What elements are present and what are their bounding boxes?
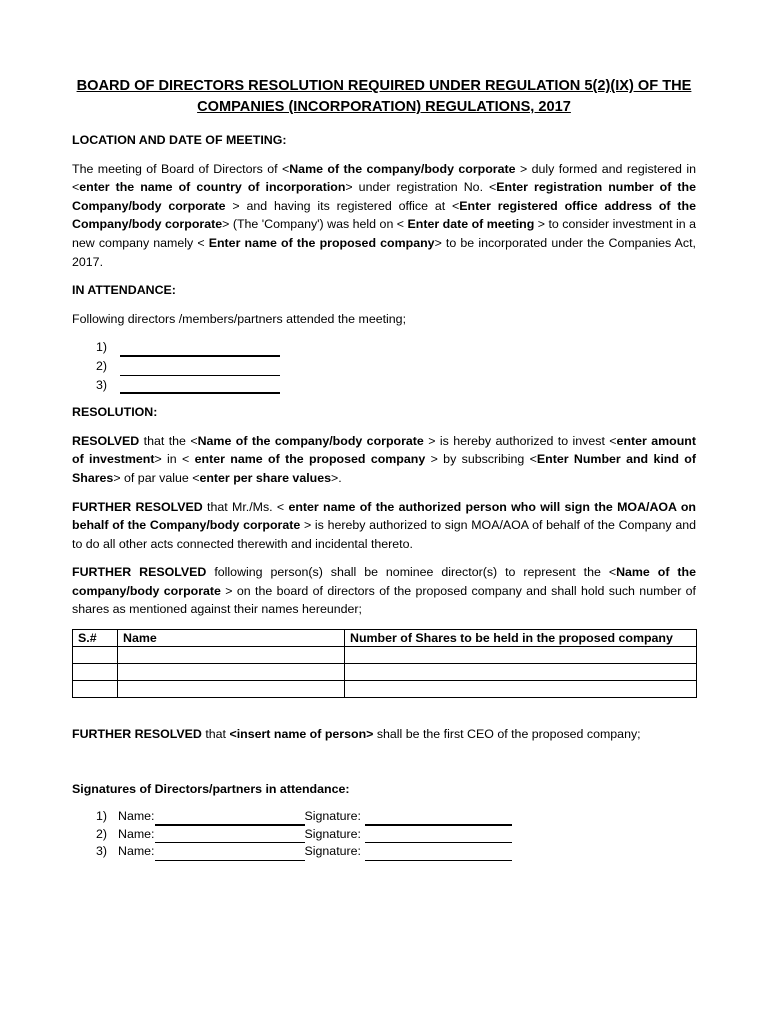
table-header-name: Name xyxy=(118,630,345,647)
resolved-paragraph xyxy=(72,432,696,488)
name-label: Name: xyxy=(118,844,155,859)
table-row xyxy=(73,647,697,664)
name-label: Name: xyxy=(118,809,155,824)
name-blank-line xyxy=(155,846,305,861)
resolved-text-2: > is hereby authorized to invest < xyxy=(423,433,617,448)
table-cell[interactable] xyxy=(118,681,345,698)
meeting-country-placeholder: enter the name of country of incorporation xyxy=(79,180,346,195)
signature-row xyxy=(72,808,696,826)
further-resolved-ceo xyxy=(72,725,696,744)
attendance-list xyxy=(72,338,696,394)
resolved-amount-placeholder: enter amount of investment xyxy=(72,433,696,467)
meeting-paragraph xyxy=(72,160,696,272)
attendee-blank-line xyxy=(120,341,280,357)
table-cell[interactable] xyxy=(345,664,697,681)
title-line-1: BOARD OF DIRECTORS RESOLUTION REQUIRED UNDER REGULATION 5(2)(IX) OF THE xyxy=(76,78,692,94)
resolved-text-4: > by subscribing < xyxy=(425,452,537,467)
name-blank-line xyxy=(155,828,305,843)
signature-blank-line xyxy=(365,846,512,861)
resolved-keyword: RESOLVED xyxy=(72,433,140,448)
table-cell[interactable] xyxy=(118,647,345,664)
table-row xyxy=(73,681,697,698)
table-header-serial: S.# xyxy=(73,630,118,647)
attendance-number: 1) xyxy=(96,340,108,355)
table-cell[interactable] xyxy=(73,681,118,698)
further-resolved-nominee-directors xyxy=(72,563,696,619)
meeting-text-3: > under registration No. < xyxy=(345,180,497,195)
signature-number: 1) xyxy=(96,809,108,824)
meeting-text-2: > duly formed and registered in < xyxy=(72,161,696,195)
table-cell[interactable] xyxy=(345,681,697,698)
table-cell[interactable] xyxy=(73,647,118,664)
further1-text-1: that Mr./Ms. < xyxy=(202,499,289,514)
nominee-directors-table xyxy=(72,629,697,698)
table-header-row xyxy=(73,630,697,647)
table-cell[interactable] xyxy=(345,647,697,664)
name-blank-line xyxy=(155,810,305,826)
further3-text-1: that xyxy=(201,727,230,742)
meeting-proposed-company-placeholder: Enter name of the proposed company xyxy=(208,235,435,250)
table-cell[interactable] xyxy=(73,664,118,681)
attendee-blank-line xyxy=(120,378,280,394)
signature-label: Signature: xyxy=(304,826,361,841)
signature-number: 3) xyxy=(96,844,108,859)
further2-text-1: following person(s) shall be nominee director(s) to represent the < xyxy=(206,565,617,580)
table-row xyxy=(73,664,697,681)
resolved-text-1: that the < xyxy=(139,433,198,448)
resolved-company-placeholder: Name of the company/body corporate xyxy=(197,433,424,448)
attendance-text: Following directors /members/partners attended the meeting; xyxy=(72,311,407,326)
signatures-heading: Signatures of Directors/partners in attendance: xyxy=(72,781,350,796)
attendee-blank-line xyxy=(120,361,280,376)
signature-row xyxy=(72,826,696,844)
signature-row xyxy=(72,843,696,861)
location-heading: LOCATION AND DATE OF MEETING: xyxy=(72,133,287,147)
resolved-proposed-company-placeholder: enter name of the proposed company xyxy=(194,452,426,467)
document-title xyxy=(72,76,696,118)
resolved-text-5: > of par value < xyxy=(113,470,200,485)
ceo-name-placeholder: <insert name of person> xyxy=(229,727,374,742)
further-resolved-keyword: FURTHER RESOLVED xyxy=(72,727,202,742)
meeting-text-5: > (The 'Company') was held on < xyxy=(222,217,408,232)
attendance-item xyxy=(72,357,696,376)
signature-blank-line xyxy=(365,828,512,843)
authorized-person-placeholder: enter name of the authorized person who will sign the MOA/AOA on behalf of the Company/body corporate xyxy=(72,499,696,533)
meeting-text-1: The meeting of Board of Directors of < xyxy=(72,161,290,176)
attendance-number: 2) xyxy=(96,358,108,373)
resolution-heading: RESOLUTION: xyxy=(72,405,158,420)
meeting-date-placeholder: Enter date of meeting xyxy=(407,217,535,232)
attendance-number: 3) xyxy=(96,377,108,392)
signature-blank-line xyxy=(365,810,512,826)
table-header-shares: Number of Shares to be held in the proposed company xyxy=(345,630,697,647)
further2-text-2: > on the board of directors of the proposed company and shall hold such number of shares as mentioned against their names hereunder; xyxy=(72,583,697,617)
document-body xyxy=(72,76,696,861)
name-label: Name: xyxy=(118,826,155,841)
signature-label: Signature: xyxy=(304,809,361,824)
signatures-list xyxy=(72,808,696,861)
further1-text-2: > is hereby authorized to sign MOA/AOA of behalf of the Company and to do all other acts connected therewith and incidental thereto. xyxy=(72,518,696,551)
meeting-text-4: > and having its registered office at < xyxy=(225,198,460,213)
title-line-2: COMPANIES (INCORPORATION) REGULATIONS, 2017 xyxy=(197,99,571,115)
table-cell[interactable] xyxy=(118,664,345,681)
signature-number: 2) xyxy=(96,826,108,841)
resolved-par-value-placeholder: enter per share values xyxy=(199,470,332,485)
meeting-registration-placeholder: Enter registration number of the Company/body corporate xyxy=(72,180,696,213)
resolved-shares-placeholder: Enter Number and kind of Shares xyxy=(72,452,696,485)
meeting-text-6: > to consider investment in a new company namely < xyxy=(72,217,696,250)
further3-text-2: shall be the first CEO of the proposed company; xyxy=(373,727,641,742)
resolved-text-6: >. xyxy=(331,470,342,485)
attendance-item xyxy=(72,338,696,357)
further-resolved-keyword: FURTHER RESOLVED xyxy=(72,499,203,514)
further-resolved-keyword: FURTHER RESOLVED xyxy=(72,565,207,580)
attendance-heading: IN ATTENDANCE: xyxy=(72,283,176,298)
attendance-item xyxy=(72,376,696,395)
meeting-text-7: > to be incorporated under the Companies Act, 2017. xyxy=(72,235,696,269)
signature-label: Signature: xyxy=(304,844,361,859)
meeting-address-placeholder: Enter registered office address of the Company/body corporate xyxy=(72,198,696,232)
resolved-text-3: > in < xyxy=(154,452,195,467)
further-resolved-authorized-person xyxy=(72,498,696,554)
further2-company-placeholder: Name of the company/body corporate xyxy=(72,565,696,598)
meeting-company-placeholder: Name of the company/body corporate xyxy=(289,161,516,176)
